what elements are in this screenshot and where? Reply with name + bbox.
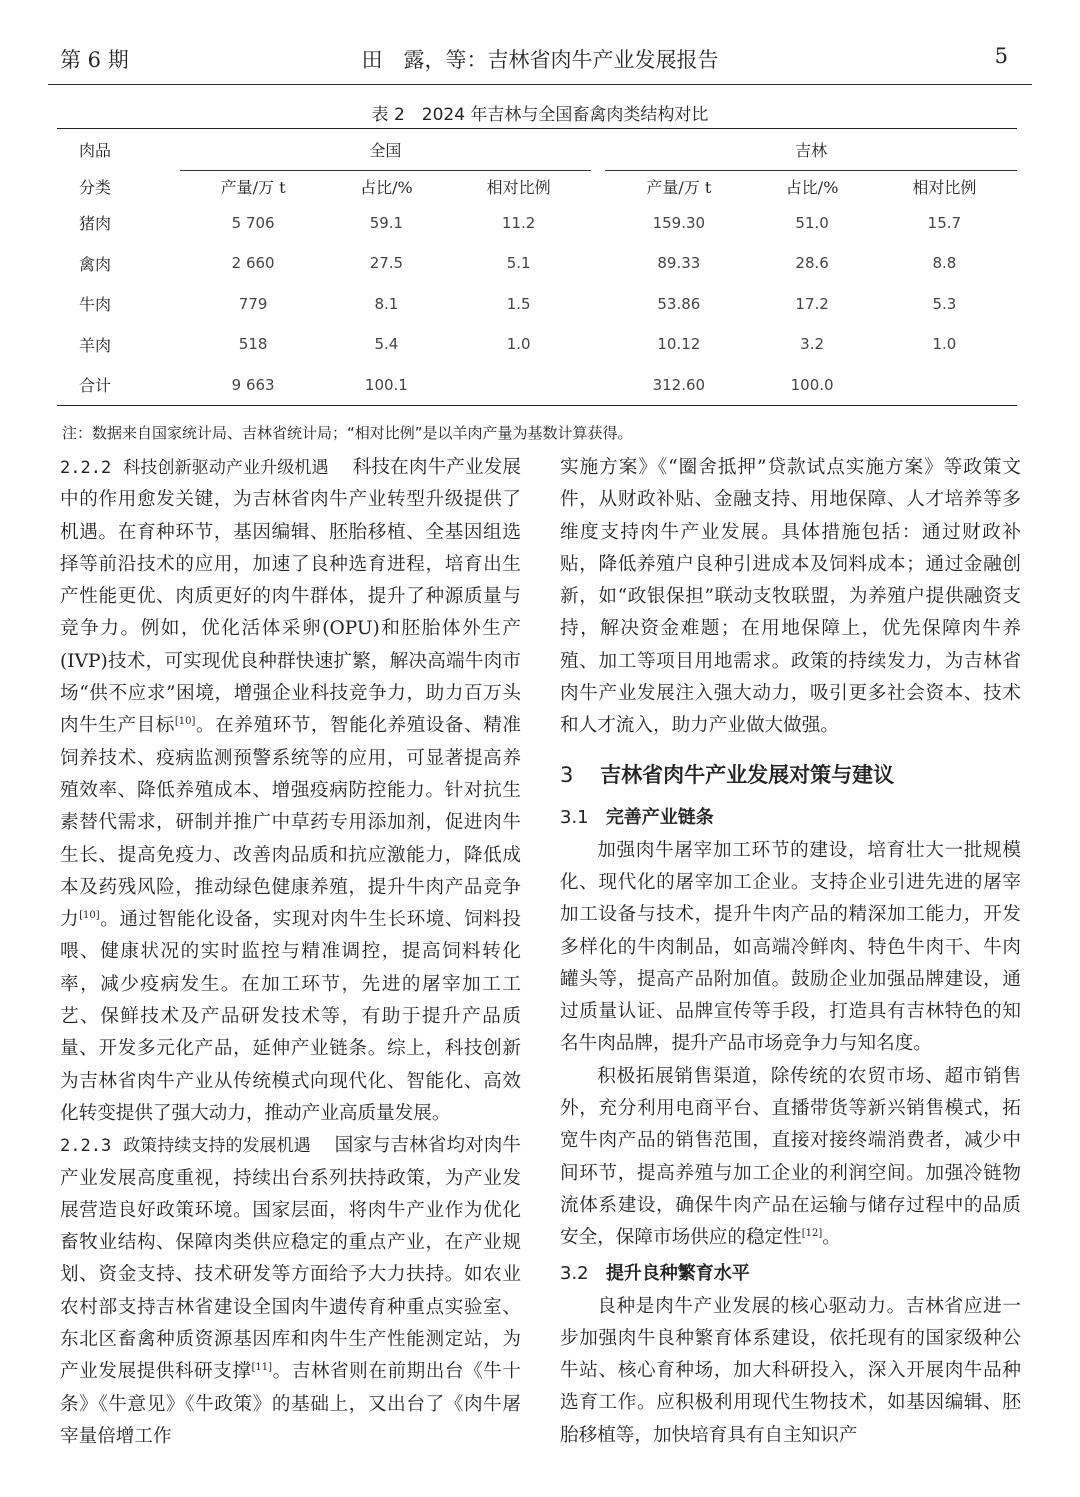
- row-category: 羊肉: [79, 335, 112, 355]
- col-header-output: 产量/万 t: [646, 178, 712, 198]
- cell-j-ratio: 1.0: [932, 335, 957, 354]
- cell-n-ratio: 1.5: [506, 294, 531, 313]
- cell-j-share: 17.2: [795, 294, 829, 313]
- paragraph-text: 积极拓展销售渠道，除传统的农贸市场、超市销售外，充分利用电商平台、直播带货等新兴销售模式，拓宽牛肉产品的销售范围，直接对接终端消费者，减少中间环节，提高养殖与加工企业的利润空间。加强冷链物流体系建设，确保牛肉产品在运输与储存过程中的品质安全，保障市场供应的稳定性: [560, 1065, 1021, 1249]
- cell-n-output: 9 663: [180, 365, 327, 406]
- cell-j-output: 10.12: [657, 335, 701, 354]
- section-title: 完善产业链条: [605, 806, 714, 828]
- section-number: 2.2.2: [60, 458, 112, 478]
- row-category: 牛肉: [79, 295, 112, 315]
- paragraph-text: 国家与吉林省均对肉牛产业发展高度重视，持续出台系列扶持政策，为产业发展营造良好政策环境。国家层面，将肉牛产业作为优化畜牧业结构、保障肉类供应稳定的重点产业，在产业规划、资金支持、技术研发等方面给予大力扶持。如农业农村部支持吉林省建设全国肉牛遗传育种重点实验室、东北区畜禽种质资源基因库和肉牛生产性能测定站，为产业发展提供科研支撑: [60, 1135, 521, 1383]
- running-title: 田 露，等：吉林省肉牛产业发展报告: [361, 48, 719, 72]
- section-number: 3.1: [560, 806, 589, 828]
- row-category: 猪肉: [79, 214, 112, 234]
- issue-number: 第 6 期: [60, 48, 129, 72]
- table-row: [57, 284, 1017, 325]
- running-header: [48, 40, 1032, 85]
- cell-j-output: 159.30: [652, 213, 706, 232]
- table-caption: 表 2 2024 年吉林与全国畜禽肉类结构对比: [371, 105, 709, 125]
- cell-n-output: 5 706: [231, 213, 275, 232]
- cell-n-share: 27.5: [369, 254, 404, 273]
- cell-j-share: 28.6: [795, 254, 829, 273]
- section-number: 3: [560, 762, 574, 787]
- citation: [11]: [251, 1362, 273, 1374]
- paragraph-text: 科技在肉牛产业发展中的作用愈发关键，为吉林省肉牛产业转型升级提供了机遇。在育种环节，基因编辑、胚胎移植、全基因组选择等前沿技术的应用，加速了良种选育进程，培育出生产性能更优、肉质更好的肉牛群体，提升了种源质量与竞争力。例如，优化活体采卵(OPU)和胚胎体外生产(IVP)技术，可实现优良种群快速扩繁，解决高端牛肉市场“供不应求”困境，增强企业科技竞争力，助力百万头肉牛生产目标: [60, 457, 521, 737]
- paragraph-text: 。: [822, 1227, 841, 1249]
- cell-n-output: 518: [238, 335, 268, 354]
- citation: [12]: [801, 1228, 823, 1240]
- cell-n-share: 59.1: [369, 213, 404, 232]
- cell-n-ratio: 1.0: [506, 335, 531, 354]
- section-2-2-2: [60, 452, 521, 1130]
- section-3-heading: [560, 757, 1021, 793]
- cell-n-share: 8.1: [374, 294, 399, 313]
- group-header-jilin: 吉林: [605, 129, 1017, 171]
- right-column: [560, 452, 1021, 1452]
- cell-n-ratio: 5.1: [506, 254, 531, 273]
- section-number: 3.2: [560, 1262, 589, 1284]
- cell-j-share: 51.0: [795, 213, 829, 232]
- col-header-output: 产量/万 t: [220, 178, 286, 198]
- cell-j-ratio: 5.3: [932, 294, 957, 313]
- citation: [10]: [174, 716, 196, 728]
- row-category: 合计: [57, 365, 180, 406]
- cell-n-output: 2 660: [231, 254, 275, 273]
- section-title: 提升良种繁育水平: [605, 1262, 750, 1284]
- cell-j-share: 100.0: [752, 365, 871, 406]
- paragraph-text: 。在养殖环节，智能化养殖设备、精准饲养技术、疫病监测预警系统等的应用，可显著提高养殖效率、降低养殖成本、增强疫病防控能力。针对抗生素替代需求，研制并推广中草药专用添加剂，促进肉牛生长、提高免疫力、改善肉品质和抗应激能力，降低成本及药残风险，推动绿色健康养殖，提升牛肉产品竞争力: [60, 715, 521, 931]
- section-2-2-3: [60, 1130, 521, 1453]
- table-row: [57, 365, 1017, 406]
- section-number: 2.2.3: [60, 1136, 112, 1157]
- cell-j-output: 312.60: [605, 365, 752, 406]
- paragraph-3-1-b: [560, 1061, 1021, 1255]
- paragraph-text: 良种是肉牛产业发展的核心驱动力。吉林省应进一步加强肉牛良种繁育体系建设，依托现有的国家级种公牛站、核心育种场，加大科研投入，深入开展肉牛品种选育工作。应积极利用现代生物技术，如基因编辑、胚胎移植等，加快培育具有自主知识产: [560, 1295, 1021, 1446]
- cell-j-output: 53.86: [657, 294, 701, 313]
- cell-n-ratio: 11.2: [501, 213, 536, 232]
- row-category: 禽肉: [79, 254, 112, 274]
- meat-structure-table: [57, 128, 1017, 406]
- cell-j-ratio: 15.7: [927, 213, 962, 232]
- paragraph-continued: 实施方案》《“圈舍抵押”贷款试点实施方案》等政策文件，从财政补贴、金融支持、用地保障、人才培养等多维度支持肉牛产业发展。具体措施包括：通过财政补贴，降低养殖户良种引进成本及饲料成本；通过金融创新，如“政银保担”联动支牧联盟，为养殖户提供融资支持，解决资金难题；在用地保障上，优先保障肉牛养殖、加工等项目用地需求。政策的持续发力，为吉林省肉牛产业发展注入强大动力，吸引更多社会资本、技术和人才流入，助力产业做大做强。: [560, 457, 1021, 737]
- paragraph-text: 加强肉牛屠宰加工环节的建设，培育壮大一批规模化、现代化的屠宰加工企业。支持企业引进先进的屠宰加工设备与技术，提升牛肉产品的精深加工能力，开发多样化的牛肉制品，如高端冷鲜肉、特色牛肉干、牛肉罐头等，提高产品附加值。鼓励企业加强品牌建设，通过质量认证、品牌宣传等手段，打造具有吉林特色的知名牛肉品牌，提升产品市场竞争力与知名度。: [560, 839, 1021, 1055]
- table-row: [57, 203, 1017, 244]
- paragraph-text: 。通过智能化设备，实现对肉牛生长环境、饲料投喂、健康状况的实时监控与精准调控，提高饲料转化率，减少疫病发生。在加工环节，先进的屠宰加工工艺、保鲜技术及产品研发技术等，有助于提升产品质量、开发多元化产品，延伸产业链条。综上，科技创新为吉林省肉牛产业从传统模式向现代化、智能化、高效化转变提供了强大动力，推动产业高质量发展。: [60, 909, 521, 1124]
- section-title: 科技创新驱动产业升级机遇: [123, 458, 329, 478]
- paragraph-text: 。吉林省则在前期出台《牛十条》《牛意见》《牛政策》的基础上，又出台了《肉牛屠宰量倍增工作: [60, 1361, 521, 1447]
- col-header-ratio: 相对比例: [912, 178, 977, 198]
- cell-j-share: 3.2: [800, 335, 825, 354]
- table-row: [57, 243, 1017, 284]
- table-note: 注：数据来自国家统计局、吉林省统计局；“相对比例”是以羊肉产量为基数计算获得。: [62, 424, 633, 442]
- group-header-national: 全国: [180, 129, 592, 171]
- section-3-1-heading: [560, 803, 1021, 833]
- cell-n-ratio: [446, 365, 591, 406]
- section-3-2-heading: [560, 1259, 1021, 1289]
- section-title: 政策持续支持的发展机遇: [123, 1136, 311, 1157]
- col-header-share: 占比/%: [360, 178, 413, 198]
- page-number: 5: [994, 44, 1008, 68]
- cell-n-share: 100.1: [327, 365, 446, 406]
- cell-n-output: 779: [238, 294, 268, 313]
- table-row: [57, 324, 1017, 365]
- cell-n-share: 5.4: [374, 335, 399, 354]
- left-column: [60, 452, 521, 1453]
- cell-j-output: 89.33: [657, 254, 701, 273]
- section-title: 吉林省肉牛产业发展对策与建议: [600, 762, 895, 787]
- cell-j-ratio: [872, 365, 1017, 406]
- col-header-ratio: 相对比例: [486, 178, 551, 198]
- cell-j-ratio: 8.8: [932, 254, 957, 273]
- category-header: 肉品: [79, 141, 112, 161]
- citation: [10]: [79, 910, 100, 922]
- col-header-share: 占比/%: [785, 178, 839, 198]
- category-header-2: 分类: [79, 178, 112, 197]
